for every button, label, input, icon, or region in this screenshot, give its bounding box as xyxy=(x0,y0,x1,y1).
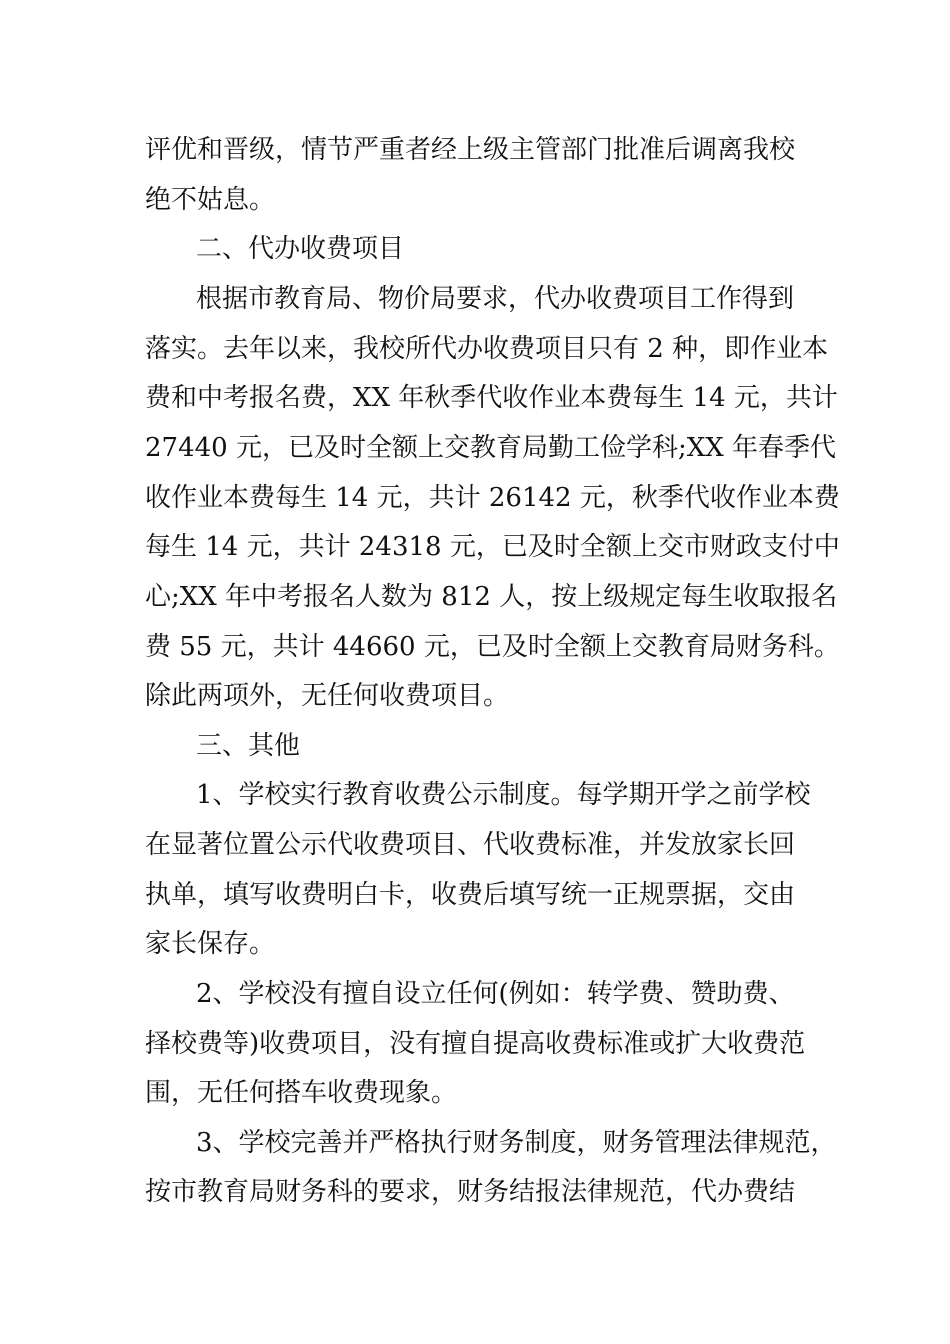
text-line: 费 55 元，共计 44660 元，已及时全额上交教育局财务科。 xyxy=(145,632,840,662)
text-line: 根据市教育局、物价局要求，代办收费项目工作得到 xyxy=(196,284,795,314)
text-line: 每生 14 元，共计 24318 元，已及时全额上交市财政支付中 xyxy=(145,532,840,562)
section-heading: 三、其他 xyxy=(196,731,301,761)
text-line: 执单，填写收费明白卡，收费后填写统一正规票据，交由 xyxy=(145,880,796,910)
text-line: 绝不姑息。 xyxy=(145,185,276,215)
text-line: 按市教育局财务科的要求，财务结报法律规范，代办费结 xyxy=(145,1177,796,1207)
text-line: 评优和晋级，情节严重者经上级主管部门批准后调离我校 xyxy=(145,135,796,165)
section-heading: 二、代办收费项目 xyxy=(196,234,405,264)
text-line: 1、学校实行教育收费公示制度。每学期开学之前学校 xyxy=(196,780,811,810)
text-line: 除此两项外，无任何收费项目。 xyxy=(145,681,510,711)
text-line: 家长保存。 xyxy=(145,929,276,959)
text-line: 2、学校没有擅自设立任何(例如：转学费、赞助费、 xyxy=(196,979,795,1009)
text-line: 落实。去年以来，我校所代办收费项目只有 2 种，即作业本 xyxy=(145,334,829,364)
text-line: 收作业本费每生 14 元，共计 26142 元，秋季代收作业本费 xyxy=(145,483,840,513)
text-line: 费和中考报名费，XX 年秋季代收作业本费每生 14 元，共计 xyxy=(145,383,838,413)
text-line: 围，无任何搭车收费现象。 xyxy=(145,1078,458,1108)
text-line: 27440 元，已及时全额上交教育局勤工俭学科;XX 年春季代 xyxy=(145,433,837,463)
text-line: 在显著位置公示代收费项目、代收费标准，并发放家长回 xyxy=(145,830,796,860)
text-line: 择校费等)收费项目，没有擅自提高收费标准或扩大收费范 xyxy=(145,1029,806,1059)
text-line: 3、学校完善并严格执行财务制度，财务管理法律规范， xyxy=(196,1128,837,1158)
text-line: 心;XX 年中考报名人数为 812 人，按上级规定每生收取报名 xyxy=(145,582,838,612)
